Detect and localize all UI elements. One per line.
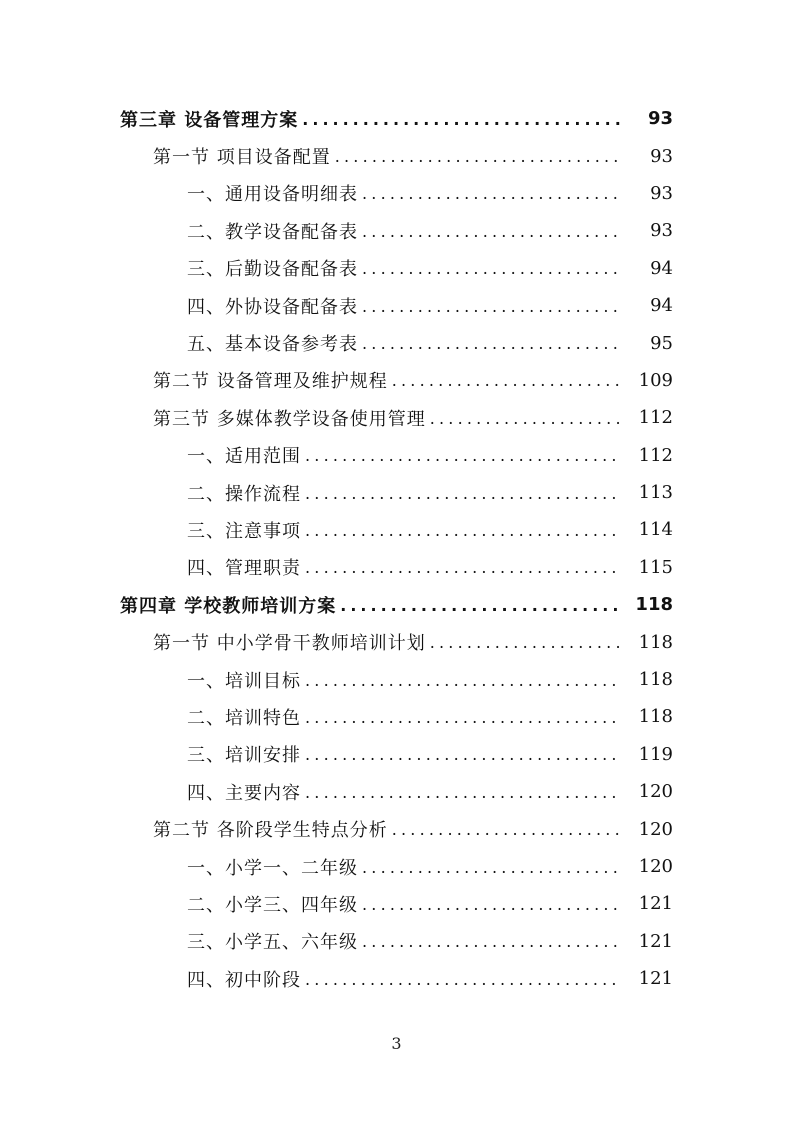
toc-dot-leader	[392, 822, 621, 838]
toc-entry-page-number: 118	[638, 631, 673, 653]
toc-entry-page-number: 93	[647, 108, 673, 130]
toc-entry-title: 三、培训安排	[187, 745, 301, 767]
toc-entry-page-number: 93	[650, 220, 673, 242]
toc-entry-page-number: 115	[638, 556, 673, 578]
toc-entry-title: 二、操作流程	[187, 483, 301, 505]
toc-entry-page-number: 120	[638, 818, 673, 840]
toc-entry-title: 第一节 项目设备配置	[153, 147, 331, 169]
toc-dot-leader	[362, 897, 621, 913]
toc-subsection-entry[interactable]	[0, 212, 793, 249]
toc-entry-title: 第三章 设备管理方案	[120, 109, 299, 131]
toc-entry-title: 四、外协设备配备表	[187, 296, 358, 318]
toc-subsection-entry[interactable]	[0, 474, 793, 511]
toc-subsection-entry[interactable]	[0, 661, 793, 698]
toc-dot-leader	[305, 560, 621, 576]
toc-entry-page-number: 109	[638, 369, 673, 391]
toc-dot-leader	[362, 934, 621, 950]
toc-entry-title: 第二节 设备管理及维护规程	[153, 371, 388, 393]
page-number: 3	[391, 1034, 402, 1053]
toc-entry-title: 一、适用范围	[187, 446, 301, 468]
toc-section-entry[interactable]	[0, 399, 793, 436]
toc-entry-page-number: 119	[638, 743, 673, 765]
toc-entry-title: 四、管理职责	[187, 558, 301, 580]
toc-entry-page-number: 94	[650, 295, 673, 317]
toc-subsection-entry[interactable]	[0, 250, 793, 287]
toc-entry-page-number: 121	[638, 968, 673, 990]
toc-entry-title: 三、小学五、六年级	[187, 932, 358, 954]
toc-subsection-entry[interactable]	[0, 923, 793, 960]
toc-entry-page-number: 95	[650, 332, 673, 354]
toc-dot-leader	[305, 448, 621, 464]
toc-entry-page-number: 118	[638, 706, 673, 728]
toc-subsection-entry[interactable]	[0, 736, 793, 773]
toc-entry-title: 第一节 中小学骨干教师培训计划	[153, 633, 426, 655]
toc-dot-leader	[305, 673, 621, 689]
toc-entry-title: 四、初中阶段	[187, 969, 301, 991]
toc-section-entry[interactable]	[0, 362, 793, 399]
toc-entry-title: 二、培训特色	[187, 707, 301, 729]
toc-entry-title: 五、基本设备参考表	[187, 334, 358, 356]
toc-entry-title: 第二节 各阶段学生特点分析	[153, 820, 388, 842]
toc-section-entry[interactable]	[0, 810, 793, 847]
toc-subsection-entry[interactable]	[0, 960, 793, 997]
toc-entry-page-number: 118	[638, 669, 673, 691]
toc-entry-page-number: 118	[635, 594, 673, 616]
table-of-contents	[0, 100, 793, 997]
toc-dot-leader	[335, 149, 621, 165]
toc-dot-leader	[305, 972, 621, 988]
toc-dot-leader	[430, 411, 621, 427]
toc-subsection-entry[interactable]	[0, 437, 793, 474]
toc-subsection-entry[interactable]	[0, 175, 793, 212]
toc-dot-leader	[362, 224, 621, 240]
toc-entry-title: 二、教学设备配备表	[187, 221, 358, 243]
toc-entry-page-number: 121	[638, 893, 673, 915]
toc-chapter-entry[interactable]	[0, 586, 793, 623]
toc-section-entry[interactable]	[0, 137, 793, 174]
toc-entry-page-number: 112	[638, 407, 673, 429]
toc-dot-leader	[362, 186, 621, 202]
toc-dot-leader	[305, 523, 621, 539]
toc-entry-page-number: 94	[650, 257, 673, 279]
toc-entry-page-number: 112	[638, 444, 673, 466]
toc-entry-page-number: 114	[638, 519, 673, 541]
toc-dot-leader	[305, 747, 621, 763]
toc-chapter-entry[interactable]	[0, 100, 793, 137]
toc-section-entry[interactable]	[0, 623, 793, 660]
toc-dot-leader	[362, 299, 621, 315]
toc-entry-title: 三、后勤设备配备表	[187, 259, 358, 281]
toc-entry-title: 一、培训目标	[187, 670, 301, 692]
toc-entry-page-number: 113	[638, 482, 673, 504]
toc-subsection-entry[interactable]	[0, 773, 793, 810]
toc-dot-leader	[302, 112, 621, 128]
toc-subsection-entry[interactable]	[0, 848, 793, 885]
toc-entry-page-number: 120	[638, 781, 673, 803]
toc-dot-leader	[430, 635, 621, 651]
toc-entry-title: 一、通用设备明细表	[187, 184, 358, 206]
toc-dot-leader	[305, 710, 621, 726]
toc-dot-leader	[362, 336, 621, 352]
toc-entry-title: 四、主要内容	[187, 782, 301, 804]
toc-dot-leader	[340, 598, 621, 614]
toc-dot-leader	[362, 261, 621, 277]
toc-entry-title: 第四章 学校教师培训方案	[120, 595, 337, 617]
toc-subsection-entry[interactable]	[0, 287, 793, 324]
toc-entry-page-number: 93	[650, 145, 673, 167]
toc-entry-title: 第三节 多媒体教学设备使用管理	[153, 408, 426, 430]
toc-entry-title: 三、注意事项	[187, 520, 301, 542]
toc-subsection-entry[interactable]	[0, 698, 793, 735]
toc-subsection-entry[interactable]	[0, 549, 793, 586]
toc-entry-page-number: 120	[638, 856, 673, 877]
toc-entry-title: 一、小学一、二年级	[187, 857, 358, 879]
toc-subsection-entry[interactable]	[0, 324, 793, 361]
toc-dot-leader	[392, 373, 621, 389]
toc-dot-leader	[305, 785, 621, 801]
toc-subsection-entry[interactable]	[0, 511, 793, 548]
toc-dot-leader	[362, 860, 621, 876]
toc-dot-leader	[305, 486, 621, 502]
toc-entry-page-number: 93	[650, 182, 673, 204]
toc-entry-page-number: 121	[638, 930, 673, 952]
toc-subsection-entry[interactable]	[0, 885, 793, 922]
toc-entry-title: 二、小学三、四年级	[187, 894, 358, 916]
